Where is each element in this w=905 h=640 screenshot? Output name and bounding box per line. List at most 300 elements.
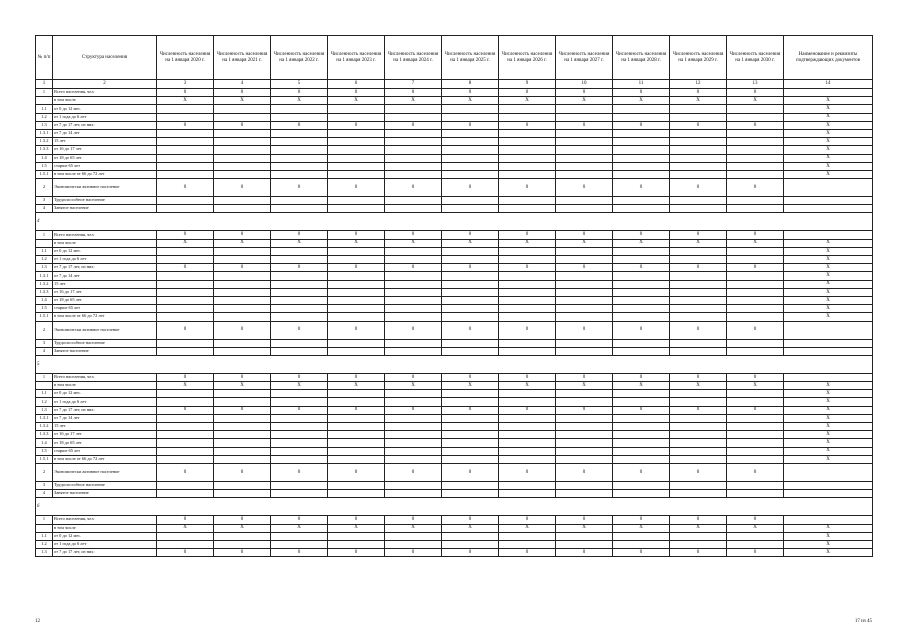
table-row: [36, 390, 873, 398]
value-cell: [271, 390, 328, 398]
documents-cell: [784, 89, 873, 97]
row-label: от 18 до 65 лет: [53, 154, 157, 162]
value-cell: 0: [442, 516, 499, 524]
row-number: 1: [36, 231, 53, 239]
value-cell: [271, 105, 328, 113]
value-cell: [556, 129, 613, 137]
row-number: 1.2: [36, 398, 53, 406]
value-cell: [499, 447, 556, 455]
value-cell: Х: [328, 382, 385, 390]
value-cell: [385, 138, 442, 146]
row-number: 2: [36, 179, 53, 197]
value-cell: [556, 205, 613, 213]
row-label: Всего населения, чел.: [53, 516, 157, 524]
value-cell: [556, 313, 613, 321]
documents-cell: [784, 339, 873, 347]
row-label: Всего населения, чел.: [53, 89, 157, 97]
value-cell: [670, 162, 727, 170]
value-cell: Х: [556, 239, 613, 247]
population-table: [35, 35, 873, 557]
value-cell: [385, 154, 442, 162]
row-label: в том числе от 66 до 72 лет: [53, 455, 157, 463]
table-row: [36, 170, 873, 178]
value-cell: [499, 455, 556, 463]
row-label: от 16 до 17 лет: [53, 146, 157, 154]
value-cell: [670, 138, 727, 146]
value-cell: [328, 423, 385, 431]
value-cell: 0: [727, 373, 784, 381]
value-cell: [613, 490, 670, 498]
value-cell: [556, 305, 613, 313]
value-cell: [727, 305, 784, 313]
documents-cell: Х: [784, 170, 873, 178]
value-cell: 0: [613, 264, 670, 272]
value-cell: [442, 138, 499, 146]
value-cell: [670, 532, 727, 540]
row-number: 1.5: [36, 162, 53, 170]
value-cell: 0: [385, 321, 442, 339]
value-cell: [613, 339, 670, 347]
value-cell: 0: [442, 406, 499, 414]
value-cell: 0: [613, 549, 670, 557]
value-cell: 0: [613, 463, 670, 481]
value-cell: [499, 272, 556, 280]
value-cell: 0: [214, 231, 271, 239]
value-cell: [442, 170, 499, 178]
value-cell: 0: [442, 373, 499, 381]
value-cell: [328, 162, 385, 170]
value-cell: [727, 205, 784, 213]
value-cell: [727, 439, 784, 447]
value-cell: Х: [613, 382, 670, 390]
value-cell: [328, 414, 385, 422]
row-label: старше 65 лет: [53, 447, 157, 455]
value-cell: [670, 447, 727, 455]
value-cell: 0: [442, 264, 499, 272]
value-cell: Х: [271, 239, 328, 247]
value-cell: Х: [442, 382, 499, 390]
value-cell: 0: [670, 321, 727, 339]
value-cell: Х: [385, 239, 442, 247]
documents-cell: [784, 490, 873, 498]
value-cell: 0: [613, 179, 670, 197]
value-cell: [157, 347, 214, 355]
documents-cell: Х: [784, 280, 873, 288]
value-cell: [385, 339, 442, 347]
value-cell: [727, 423, 784, 431]
value-cell: [442, 162, 499, 170]
table-row: [36, 239, 873, 247]
row-label: от 7 до 17 лет, из них:: [53, 549, 157, 557]
value-cell: [556, 197, 613, 205]
value-cell: [271, 272, 328, 280]
value-cell: 0: [385, 463, 442, 481]
value-cell: Х: [214, 524, 271, 532]
value-cell: [214, 313, 271, 321]
value-cell: 0: [214, 179, 271, 197]
value-cell: [385, 205, 442, 213]
value-cell: [385, 414, 442, 422]
value-cell: [442, 455, 499, 463]
value-cell: 0: [556, 516, 613, 524]
page-number-left: 12: [35, 619, 40, 624]
value-cell: 0: [556, 549, 613, 557]
value-cell: [157, 197, 214, 205]
value-cell: [556, 431, 613, 439]
value-cell: [727, 481, 784, 489]
value-cell: [556, 146, 613, 154]
value-cell: 0: [613, 373, 670, 381]
page-counter: 17 из 45: [854, 619, 872, 624]
table-row: [36, 431, 873, 439]
documents-cell: [784, 179, 873, 197]
value-cell: 0: [727, 89, 784, 97]
value-cell: [271, 170, 328, 178]
value-cell: 0: [556, 179, 613, 197]
value-cell: [670, 414, 727, 422]
column-number: 7: [385, 80, 442, 89]
value-cell: [271, 288, 328, 296]
documents-cell: Х: [784, 296, 873, 304]
row-number: 1.3.1: [36, 272, 53, 280]
value-cell: [670, 146, 727, 154]
value-cell: [670, 455, 727, 463]
value-cell: 0: [442, 179, 499, 197]
value-cell: [613, 347, 670, 355]
value-cell: 0: [499, 463, 556, 481]
table-row: [36, 313, 873, 321]
value-cell: [613, 313, 670, 321]
row-label: Экономически активное население: [53, 321, 157, 339]
value-cell: [214, 205, 271, 213]
row-number: 1: [36, 89, 53, 97]
value-cell: [727, 162, 784, 170]
table-row: [36, 97, 873, 105]
row-label: от 1 года до 6 лет: [53, 256, 157, 264]
value-cell: 0: [271, 516, 328, 524]
value-cell: [271, 313, 328, 321]
value-cell: [271, 305, 328, 313]
documents-cell: [784, 516, 873, 524]
value-cell: 0: [214, 463, 271, 481]
value-cell: [157, 305, 214, 313]
value-cell: [214, 431, 271, 439]
value-cell: [214, 481, 271, 489]
value-cell: [214, 105, 271, 113]
header-structure: Структура населения: [53, 36, 157, 80]
documents-cell: Х: [784, 97, 873, 105]
value-cell: [727, 296, 784, 304]
value-cell: [328, 390, 385, 398]
row-number: 2: [36, 321, 53, 339]
value-cell: [727, 431, 784, 439]
row-label: от 0 до 12 мес.: [53, 390, 157, 398]
value-cell: [442, 447, 499, 455]
row-number: 1.3.3: [36, 288, 53, 296]
value-cell: [157, 138, 214, 146]
value-cell: 0: [214, 89, 271, 97]
table-row: [36, 280, 873, 288]
value-cell: 0: [499, 373, 556, 381]
value-cell: [613, 205, 670, 213]
value-cell: [613, 138, 670, 146]
header-year-2021: Численность населения на 1 января 2021 г.: [214, 36, 271, 80]
value-cell: [328, 129, 385, 137]
value-cell: [157, 390, 214, 398]
value-cell: 0: [727, 516, 784, 524]
value-cell: [499, 481, 556, 489]
row-number: 1.3: [36, 549, 53, 557]
value-cell: 0: [499, 121, 556, 129]
value-cell: [214, 288, 271, 296]
value-cell: [214, 280, 271, 288]
value-cell: [499, 390, 556, 398]
row-label: в том числе: [53, 524, 157, 532]
value-cell: [727, 398, 784, 406]
value-cell: [499, 347, 556, 355]
value-cell: Х: [442, 239, 499, 247]
documents-cell: [784, 321, 873, 339]
value-cell: [613, 105, 670, 113]
row-label: в том числе от 66 до 72 лет: [53, 313, 157, 321]
value-cell: [499, 247, 556, 255]
value-cell: [214, 305, 271, 313]
value-cell: [328, 272, 385, 280]
value-cell: Х: [727, 382, 784, 390]
value-cell: 0: [271, 231, 328, 239]
table-row: [36, 423, 873, 431]
value-cell: [385, 431, 442, 439]
value-cell: [727, 455, 784, 463]
value-cell: 0: [385, 89, 442, 97]
value-cell: [613, 256, 670, 264]
value-cell: [271, 414, 328, 422]
documents-cell: Х: [784, 239, 873, 247]
value-cell: 0: [727, 231, 784, 239]
value-cell: [328, 296, 385, 304]
value-cell: [670, 154, 727, 162]
table-row: [36, 406, 873, 414]
value-cell: [328, 305, 385, 313]
row-label: 15 лет: [53, 423, 157, 431]
value-cell: 0: [670, 549, 727, 557]
value-cell: 0: [613, 231, 670, 239]
row-number: 3: [36, 339, 53, 347]
value-cell: [442, 113, 499, 121]
table-row: [36, 373, 873, 381]
value-cell: [670, 197, 727, 205]
value-cell: [556, 481, 613, 489]
table-row: [36, 197, 873, 205]
table-row: [36, 447, 873, 455]
value-cell: [499, 414, 556, 422]
column-number: 3: [157, 80, 214, 89]
value-cell: [442, 305, 499, 313]
table-row: [36, 247, 873, 255]
value-cell: 0: [670, 179, 727, 197]
value-cell: [214, 532, 271, 540]
value-cell: [442, 490, 499, 498]
value-cell: 0: [727, 321, 784, 339]
value-cell: 0: [214, 121, 271, 129]
value-cell: [157, 272, 214, 280]
value-cell: 0: [670, 406, 727, 414]
value-cell: [385, 490, 442, 498]
value-cell: 0: [385, 179, 442, 197]
value-cell: 0: [442, 321, 499, 339]
documents-cell: Х: [784, 146, 873, 154]
value-cell: 0: [613, 516, 670, 524]
value-cell: [157, 129, 214, 137]
value-cell: [442, 105, 499, 113]
value-cell: [556, 272, 613, 280]
value-cell: [727, 138, 784, 146]
row-label: от 1 года до 6 лет: [53, 398, 157, 406]
value-cell: [556, 113, 613, 121]
value-cell: [385, 129, 442, 137]
row-number: 1.5.1: [36, 313, 53, 321]
value-cell: 0: [442, 549, 499, 557]
row-number: 1.2: [36, 540, 53, 548]
value-cell: [499, 490, 556, 498]
value-cell: [442, 146, 499, 154]
table-row: [36, 414, 873, 422]
value-cell: [727, 170, 784, 178]
value-cell: 0: [613, 406, 670, 414]
value-cell: [442, 347, 499, 355]
value-cell: [271, 439, 328, 447]
documents-cell: Х: [784, 121, 873, 129]
value-cell: 0: [328, 89, 385, 97]
table-row: [36, 231, 873, 239]
row-number: [36, 97, 53, 105]
value-cell: [727, 129, 784, 137]
section-header-row: [36, 498, 873, 516]
value-cell: [556, 138, 613, 146]
documents-cell: Х: [784, 247, 873, 255]
value-cell: [727, 197, 784, 205]
header-year-2027: Численность населения на 1 января 2027 г.: [556, 36, 613, 80]
value-cell: [385, 288, 442, 296]
row-number: 1.2: [36, 113, 53, 121]
value-cell: [499, 146, 556, 154]
row-number: [36, 239, 53, 247]
value-cell: Х: [214, 97, 271, 105]
value-cell: [727, 280, 784, 288]
value-cell: [271, 146, 328, 154]
value-cell: [727, 247, 784, 255]
value-cell: [556, 154, 613, 162]
row-label: в том числе от 66 до 72 лет: [53, 170, 157, 178]
header-year-2020: Численность населения на 1 января 2020 г.: [157, 36, 214, 80]
value-cell: Х: [157, 382, 214, 390]
value-cell: [328, 146, 385, 154]
row-label: в том числе: [53, 382, 157, 390]
value-cell: Х: [613, 524, 670, 532]
value-cell: [556, 423, 613, 431]
header-year-2024: Численность населения на 1 января 2024 г.: [385, 36, 442, 80]
value-cell: 0: [328, 321, 385, 339]
value-cell: [670, 296, 727, 304]
table-row: [36, 272, 873, 280]
value-cell: 0: [271, 264, 328, 272]
value-cell: [271, 154, 328, 162]
value-cell: [385, 162, 442, 170]
table-row: [36, 339, 873, 347]
documents-cell: [784, 463, 873, 481]
value-cell: [499, 129, 556, 137]
row-number: 1.2: [36, 256, 53, 264]
value-cell: 0: [727, 406, 784, 414]
value-cell: [271, 129, 328, 137]
value-cell: 0: [442, 89, 499, 97]
value-cell: 0: [670, 463, 727, 481]
value-cell: [157, 455, 214, 463]
value-cell: [499, 170, 556, 178]
value-cell: [157, 490, 214, 498]
value-cell: [442, 272, 499, 280]
value-cell: [271, 532, 328, 540]
value-cell: 0: [499, 179, 556, 197]
documents-cell: [784, 347, 873, 355]
documents-cell: Х: [784, 455, 873, 463]
header-documents: Наименование и реквизиты подтверждающих документов: [784, 36, 873, 80]
value-cell: [271, 197, 328, 205]
table-row: [36, 347, 873, 355]
table-row: [36, 146, 873, 154]
documents-cell: Х: [784, 406, 873, 414]
documents-cell: Х: [784, 532, 873, 540]
documents-cell: Х: [784, 138, 873, 146]
value-cell: [556, 398, 613, 406]
value-cell: [271, 455, 328, 463]
value-cell: [670, 423, 727, 431]
value-cell: 0: [556, 264, 613, 272]
value-cell: [442, 280, 499, 288]
documents-cell: [784, 197, 873, 205]
value-cell: [613, 154, 670, 162]
value-cell: [328, 532, 385, 540]
value-cell: 0: [385, 406, 442, 414]
row-number: 1.3.2: [36, 280, 53, 288]
documents-cell: Х: [784, 431, 873, 439]
value-cell: 0: [271, 463, 328, 481]
value-cell: Х: [499, 524, 556, 532]
value-cell: [214, 247, 271, 255]
row-number: 1.3: [36, 406, 53, 414]
value-cell: [442, 129, 499, 137]
value-cell: [499, 288, 556, 296]
value-cell: [157, 313, 214, 321]
value-cell: [556, 439, 613, 447]
documents-cell: Х: [784, 439, 873, 447]
row-label: 15 лет: [53, 280, 157, 288]
value-cell: [499, 154, 556, 162]
value-cell: [613, 272, 670, 280]
value-cell: [328, 431, 385, 439]
value-cell: 0: [214, 373, 271, 381]
row-label: Всего населения, чел.: [53, 231, 157, 239]
value-cell: [157, 540, 214, 548]
value-cell: [385, 390, 442, 398]
column-number: 8: [442, 80, 499, 89]
header-year-2025: Численность населения на 1 января 2025 г.: [442, 36, 499, 80]
documents-cell: Х: [784, 105, 873, 113]
table-row: [36, 288, 873, 296]
value-cell: 0: [670, 89, 727, 97]
value-cell: [670, 256, 727, 264]
table-row: [36, 121, 873, 129]
